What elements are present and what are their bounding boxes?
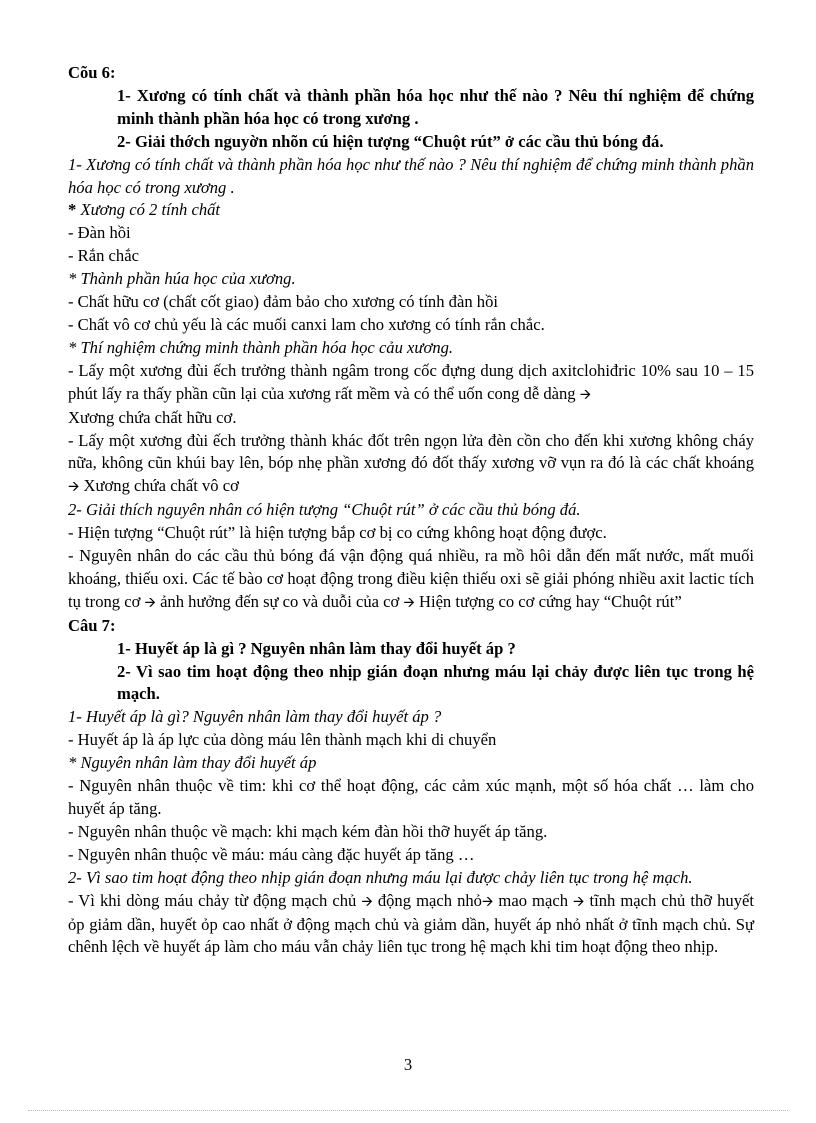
composition-title: * Thành phần húa học của xương.: [68, 269, 296, 289]
right-arrow-icon: 🡪: [144, 594, 156, 611]
right-arrow-icon: 🡪: [481, 893, 494, 910]
composition-organic: - Chất hữu cơ (chất cốt giao) đảm bảo cho xương có tính đàn hồi: [68, 292, 498, 312]
question-7-heading: Câu 7:: [68, 615, 116, 635]
flow-text-d: tĩnh mạch chủ thỡ huyết ỏp giảm dần, huyết ỏp cao nhất ở động mạch chủ và giảm dần, huyết áp nhỏ nhất ở tĩnh mạch chủ. Sự chênh lệch về huyết áp làm cho máu vẫn chảy liên tục trong hệ mạch khi tim hoạt động theo nhịp.: [68, 890, 754, 957]
experiment-title: * Thí nghiệm chứng minh thành phần hóa học cảu xương.: [68, 337, 454, 357]
cramp-effect: ảnh hưởng đến sự co và duỗi của cơ: [160, 591, 400, 611]
cause-blood: - Nguyên nhân thuộc về máu: máu càng đặc huyết áp tăng …: [68, 844, 475, 864]
star-marker: *: [68, 200, 77, 220]
question-6-heading: Cõu 6:: [68, 63, 116, 82]
q7-answer-1-title: 1- Huyết áp là gì? Nguyên nhân làm thay đổi huyết áp ?: [68, 707, 442, 727]
page-number: 3: [403, 1055, 413, 1074]
property-hard: - Rắn chắc: [68, 246, 139, 266]
q7-prompt-1: 1- Huyết áp là gì ? Nguyên nhân làm thay đổi huyết áp ?: [117, 638, 516, 658]
experiment-1: [68, 360, 754, 430]
cramp-cause-text: - Nguyên nhân do các cầu thủ bóng đá vận động quá nhiều, ra mồ hôi dẫn đến mất nước, mất muối khoáng, thiếu oxi. Các tế bào cơ hoạt động trong điều kiện thiếu oxi sẽ giải phóng nhiều axit lactic tích tụ trong cơ: [68, 546, 754, 611]
blood-flow-explanation: [68, 890, 754, 960]
cause-title: * Nguyên nhân làm thay đổi huyết áp: [68, 753, 317, 773]
q6-prompt-2: 2- Giải thớch nguyờn nhõn cú hiện tượng “Chuột rút” ở các cầu thủ bóng đá.: [117, 131, 664, 151]
q7-answer-2-title: 2- Vì sao tim hoạt động theo nhịp gián đoạn nhưng máu lại được chảy liên tục trong hệ mạch.: [68, 867, 693, 887]
properties-title-text: Xương có 2 tính chất: [76, 200, 221, 220]
flow-text-b: động mạch nhỏ: [372, 890, 482, 910]
cramp-definition: - Hiện tượng “Chuột rút” là hiện tượng bắp cơ bị co cứng không hoạt động được.: [68, 523, 607, 543]
experiment-2-result: Xương chứa chất vô cơ: [83, 476, 239, 496]
blood-pressure-definition: - Huyết áp là áp lực của dòng máu lên thành mạch khi di chuyển: [68, 730, 497, 750]
properties-title: [68, 199, 754, 222]
cause-heart: - Nguyên nhân thuộc về tim: khi cơ thể hoạt động, các cảm xúc mạnh, một số hóa chất … làm cho huyết áp tăng.: [68, 776, 754, 818]
experiment-2: [68, 430, 754, 500]
experiment-2-text: - Lấy một xương đùi ếch trưởng thành khác đốt trên ngọn lửa đèn cồn cho đến khi xương không cháy nữa, không cũn khúi bay lên, bóp nhẹ phần xương đó đốt thấy xương vỡ vụn ra đó là các chất khoáng: [68, 430, 754, 473]
document-page: [68, 62, 754, 959]
flow-text-c: mao mạch: [493, 890, 574, 910]
footer-divider: [28, 1110, 788, 1111]
right-arrow-icon: 🡪: [573, 893, 585, 910]
right-arrow-icon: 🡪: [361, 893, 373, 910]
q6-prompt-1: 1- Xương có tính chất và thành phần hóa học như thế nào ? Nêu thí nghiệm để chứng minh thành phần hóa học có trong xương .: [117, 85, 754, 128]
q7-prompt-2: 2- Vì sao tim hoạt động theo nhịp gián đoạn nhưng máu lại chảy được liên tục trong hệ mạch.: [117, 661, 754, 704]
q6-answer-1-title: 1- Xương có tính chất và thành phần hóa học như thế nào ? Nêu thí nghiệm để chứng minh thành phần hóa học có trong xương .: [68, 154, 754, 197]
q6-answer-2-title: 2- Giải thích nguyên nhân có hiện tượng “Chuột rút” ở các cầu thủ bóng đá.: [68, 500, 581, 520]
experiment-1-result: Xương chứa chất hữu cơ.: [68, 407, 237, 427]
cramp-cause: [68, 545, 754, 615]
flow-text-a: - Vì khi dòng máu chảy từ động mạch chủ: [68, 890, 362, 910]
cause-vessel: - Nguyên nhân thuộc về mạch: khi mạch kém đàn hồi thỡ huyết áp tăng.: [68, 821, 548, 841]
right-arrow-icon: 🡪: [68, 479, 80, 496]
cramp-result: Hiện tượng co cơ cứng hay “Chuột rút”: [418, 591, 682, 611]
right-arrow-icon: 🡪: [403, 594, 415, 611]
right-arrow-icon: 🡪: [579, 386, 592, 403]
experiment-1-text: - Lấy một xương đùi ếch trưởng thành ngâm trong cốc đựng dung dịch axitclohiđric 10% sau 10 – 15 phút lấy ra thấy phần cũn lại của xương rất mềm và có thể uốn cong dễ dàng: [68, 360, 754, 403]
composition-inorganic: - Chất vô cơ chủ yếu là các muối canxi lam cho xương có tính rắn chắc.: [68, 314, 545, 334]
property-elastic: - Đàn hồi: [68, 223, 131, 243]
